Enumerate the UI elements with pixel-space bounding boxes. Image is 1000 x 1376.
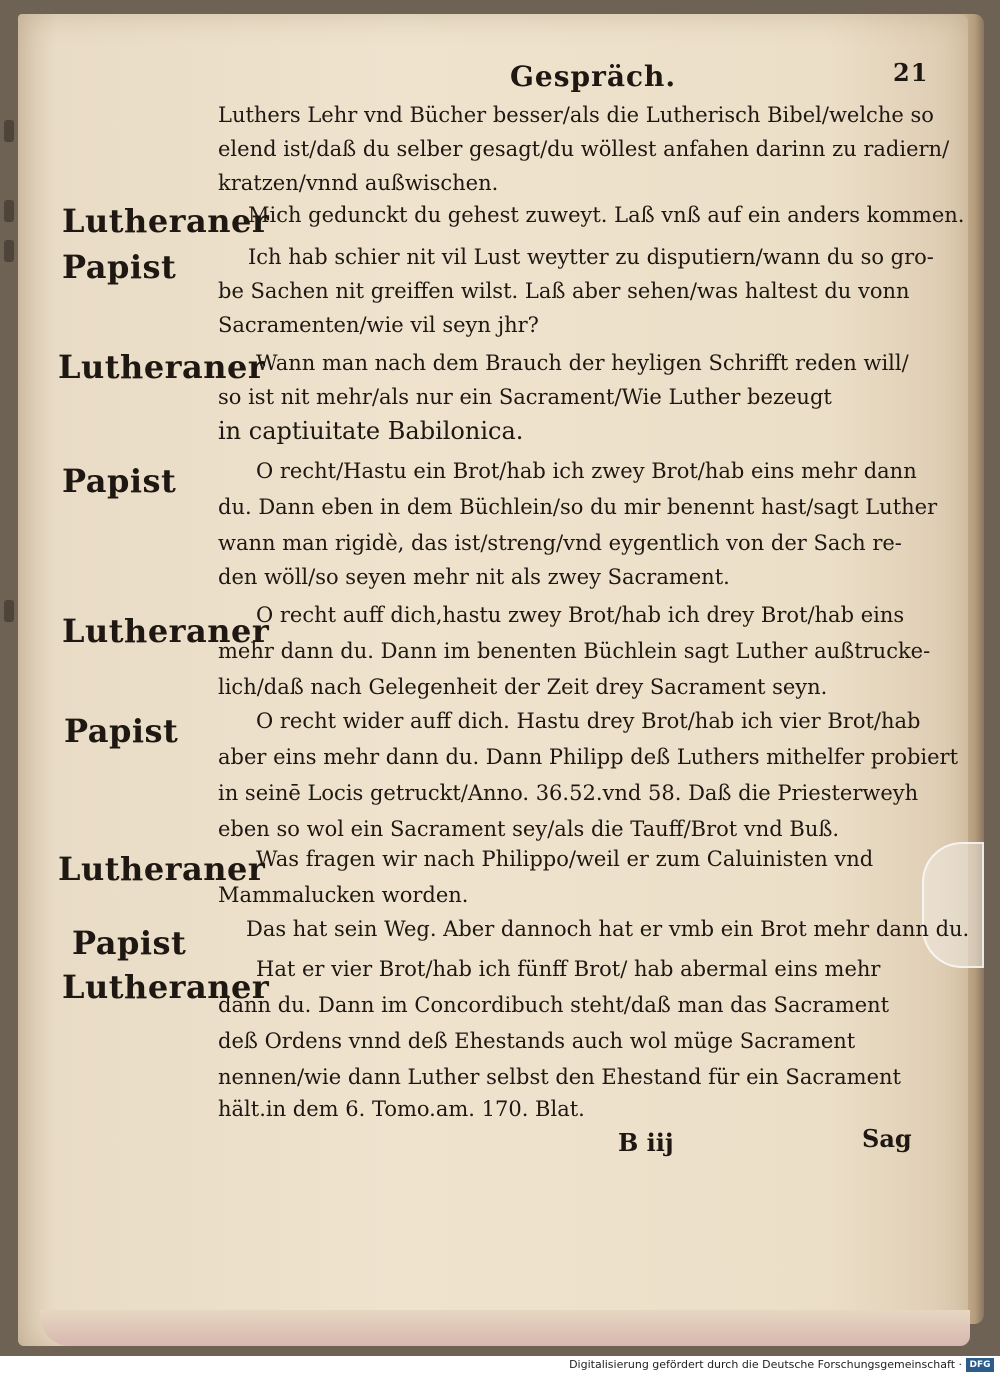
funding-credit: Digitalisierung gefördert durch die Deutsche Forschungsgemeinschaft ·	[569, 1358, 962, 1371]
speaker-label: Papist	[64, 712, 179, 750]
text-line: den wöll/so seyen mehr nit als zwey Sacrament.	[218, 565, 730, 589]
text-line: be Sachen nit greiffen wilst. Laß aber sehen/was haltest du vonn	[218, 279, 910, 303]
text-line: Sacramenten/wie vil seyn jhr?	[218, 313, 539, 337]
signature-mark: B iij	[618, 1128, 674, 1157]
speaker-label: Lutheraner	[58, 850, 266, 888]
text-line: Was fragen wir nach Philippo/weil er zum Caluinisten vnd	[256, 847, 874, 871]
margin-fragment	[4, 120, 14, 142]
dfg-logo: DFG	[966, 1358, 994, 1372]
margin-fragment	[4, 200, 14, 222]
text-line: Wann man nach dem Brauch der heyligen Schrifft reden will/	[256, 351, 909, 375]
speaker-label: Lutheraner	[62, 968, 270, 1006]
text-line: hält.in dem 6. Tomo.am. 170. Blat.	[218, 1097, 585, 1121]
text-line: so ist nit mehr/als nur ein Sacrament/Wie Luther bezeugt	[218, 385, 832, 409]
catchword: Sag	[862, 1124, 912, 1153]
page-clip	[922, 842, 984, 968]
text-line: wann man rigidè, das ist/streng/vnd eygentlich von der Sach re-	[218, 531, 902, 555]
text-line: O recht wider auff dich. Hastu drey Brot/hab ich vier Brot/hab	[256, 709, 921, 733]
speaker-label: Papist	[62, 248, 177, 286]
page-bottom-edge	[40, 1310, 970, 1346]
text-line: lich/daß nach Gelegenheit der Zeit drey Sacrament seyn.	[218, 675, 828, 699]
page-number: 21	[893, 58, 929, 87]
text-line: in captiuitate Babilonica.	[218, 417, 524, 445]
footer-bar	[0, 1356, 1000, 1376]
speaker-label: Lutheraner	[62, 202, 270, 240]
speaker-label: Papist	[62, 462, 177, 500]
text-line: aber eins mehr dann du. Dann Philipp deß Luthers mithelfer probiert	[218, 745, 959, 769]
speaker-label: Lutheraner	[58, 348, 266, 386]
margin-fragment	[4, 240, 14, 262]
speaker-label: Lutheraner	[62, 612, 270, 650]
text-line: O recht/Hastu ein Brot/hab ich zwey Brot/hab eins mehr dann	[256, 459, 917, 483]
text-line: O recht auff dich,hastu zwey Brot/hab ich drey Brot/hab eins	[256, 603, 905, 627]
running-head: Gespräch.	[510, 60, 677, 93]
text-line: Mammalucken worden.	[218, 883, 469, 907]
text-line: nennen/wie dann Luther selbst den Ehestand für ein Sacrament	[218, 1065, 901, 1089]
text-line: Hat er vier Brot/hab ich fünff Brot/ hab abermal eins mehr	[256, 957, 881, 981]
text-line: Ich hab schier nit vil Lust weytter zu disputiern/wann du so gro-	[248, 245, 934, 269]
margin-fragment	[4, 600, 14, 622]
text-line: du. Dann eben in dem Büchlein/so du mir benennt hast/sagt Luther	[218, 495, 938, 519]
text-line: in seinē Locis getruckt/Anno. 36.52.vnd 58. Daß die Priesterweyh	[218, 781, 919, 805]
text-line: kratzen/vnnd außwischen.	[218, 171, 499, 195]
text-line: Luthers Lehr vnd Bücher besser/als die Lutherisch Bibel/welche so	[218, 103, 934, 127]
text-line: deß Ordens vnnd deß Ehestands auch wol müge Sacrament	[218, 1029, 856, 1053]
text-line: mehr dann du. Dann im benenten Büchlein sagt Luther außtrucke-	[218, 639, 931, 663]
text-line: dann du. Dann im Concordibuch steht/daß man das Sacrament	[218, 993, 890, 1017]
text-line: eben so wol ein Sacrament sey/als die Tauff/Brot vnd Buß.	[218, 817, 840, 841]
speaker-label: Papist	[72, 924, 187, 962]
text-line: Das hat sein Weg. Aber dannoch hat er vmb ein Brot mehr dann du.	[246, 917, 970, 941]
text-line: Mich gedunckt du gehest zuweyt. Laß vnß auf ein anders kommen.	[248, 203, 965, 227]
text-line: elend ist/daß du selber gesagt/du wöllest anfahen darinn zu radiern/	[218, 137, 950, 161]
